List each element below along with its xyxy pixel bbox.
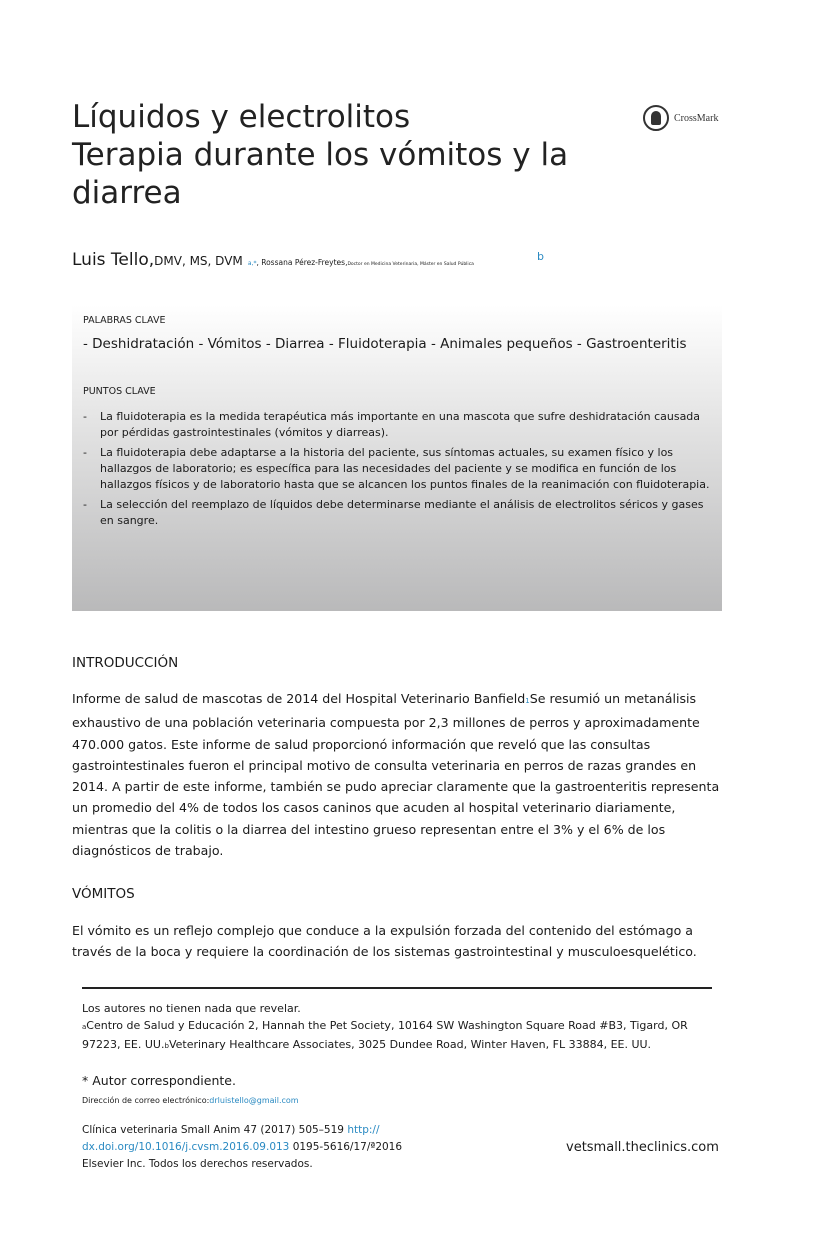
intro-text-b: Se resumió un metanálisis exhaustivo de una población veterinaria compuesta por 2,3 millones de perros y aproximadamente 470.000 gatos. Este informe de salud proporcionó información que reveló que las consultas gastrointestinales fueron el principal motivo de consulta veterinaria en perros de razas grandes en 2014. A partir de este informe, también se pudo apreciar claramente que la gastroenteritis representa un promedio del 4% de todos los casos caninos que acuden al hospital veterinario diariamente, mientras que la colitis o la diarrea del intestino grueso representan entre el 3% y el 6% de los diagnósticos de trabajo.	[72, 691, 720, 859]
email-link[interactable]: drluistello@gmail.com	[209, 1096, 299, 1105]
email-line	[82, 1092, 722, 1109]
citation	[82, 1122, 422, 1173]
journal-site[interactable]: vetsmall.theclinics.com	[566, 1140, 719, 1155]
author-line	[72, 250, 474, 270]
keywords-box	[72, 305, 722, 611]
author-1-degrees: DMV, MS, DVM	[154, 254, 243, 268]
author-1-affiliation-link[interactable]: a,*	[247, 260, 257, 267]
intro-paragraph	[72, 688, 722, 861]
crossmark-label: CrossMark	[674, 112, 719, 124]
aff-a-mark: a	[82, 1023, 87, 1031]
doi-link[interactable]: http:// dx.doi.org/10.1016/j.cvsm.2016.09.013	[82, 1124, 380, 1153]
key-point: - La fluidoterapia debe adaptarse a la historia del paciente, sus síntomas actuales, su examen físico y los hallazgos de laboratorio; es específica para las necesidades del paciente y se modifica en función de los hallazgos físicos y de laboratorio hasta que se alcancen los puntos finales de la reanimación con fluidoterapia.	[83, 445, 711, 493]
citation-text: Clínica veterinaria Small Anim 47 (2017) 505–519	[82, 1124, 348, 1136]
email-label: Dirección de correo electrónico:	[82, 1096, 210, 1105]
footnotes	[82, 1000, 722, 1055]
issn: 0195-5616/17/ª2016	[289, 1141, 403, 1153]
key-point: - La selección del reemplazo de líquidos debe determinarse mediante el análisis de electrolitos séricos y gases en sangre.	[83, 497, 711, 529]
footnote-divider	[82, 987, 712, 989]
author-1-name: Luis Tello,	[72, 250, 155, 270]
affiliations	[82, 1017, 722, 1055]
key-points-heading: PUNTOS CLAVE	[83, 386, 156, 397]
intro-heading: INTRODUCCIÓN	[72, 655, 179, 671]
crossmark-button[interactable]	[643, 105, 718, 131]
author-2-affiliation-link[interactable]: b	[537, 250, 544, 263]
key-point: - La fluidoterapia es la medida terapéutica más importante en una mascota que sufre deshidratación causada por pérdidas gastrointestinales (vómitos y diarreas).	[83, 409, 711, 441]
title-line-1: Líquidos y electrolitos	[72, 99, 411, 135]
author-2-name: , Rossana Pérez-Freytes,	[256, 258, 348, 267]
author-2-degrees: Doctor en Medicina Veterinaria, Máster en Salud Pública	[347, 262, 474, 267]
vomitos-paragraph: El vómito es un reflejo complejo que conduce a la expulsión forzada del contenido del estómago a través de la boca y requiere la coordinación de los sistemas gastrointestinal y musculoesquelético.	[72, 923, 697, 960]
affiliation-b: Veterinary Healthcare Associates, 3025 Dundee Road, Winter Haven, FL 33884, EE. UU.	[168, 1038, 652, 1051]
keywords-heading: PALABRAS CLAVE	[83, 315, 166, 326]
intro-text-a: Informe de salud de mascotas de 2014 del Hospital Veterinario Banfield	[72, 691, 526, 706]
crossmark-icon	[643, 105, 669, 131]
corresponding-author: * Autor correspondiente.	[82, 1073, 236, 1088]
title-line-2: Terapia durante los vómitos y la diarrea	[72, 137, 569, 211]
reference-link[interactable]: 1	[525, 697, 530, 705]
disclosure: Los autores no tienen nada que revelar.	[82, 1002, 301, 1015]
key-points-list	[83, 409, 711, 529]
vomitos-heading: VÓMITOS	[72, 886, 135, 902]
keywords-list: - Deshidratación - Vómitos - Diarrea - Fluidoterapia - Animales pequeños - Gastroenteritis	[83, 336, 687, 352]
rights: Elsevier Inc. Todos los derechos reservados.	[82, 1158, 313, 1170]
affiliation-a: Centro de Salud y Educación 2, Hannah the Pet Society, 10164 SW Washington Square Road #B3, Tigard, OR 97223, EE. UU.	[82, 1019, 688, 1051]
aff-b-mark: b	[164, 1042, 169, 1050]
article-title	[72, 98, 612, 212]
